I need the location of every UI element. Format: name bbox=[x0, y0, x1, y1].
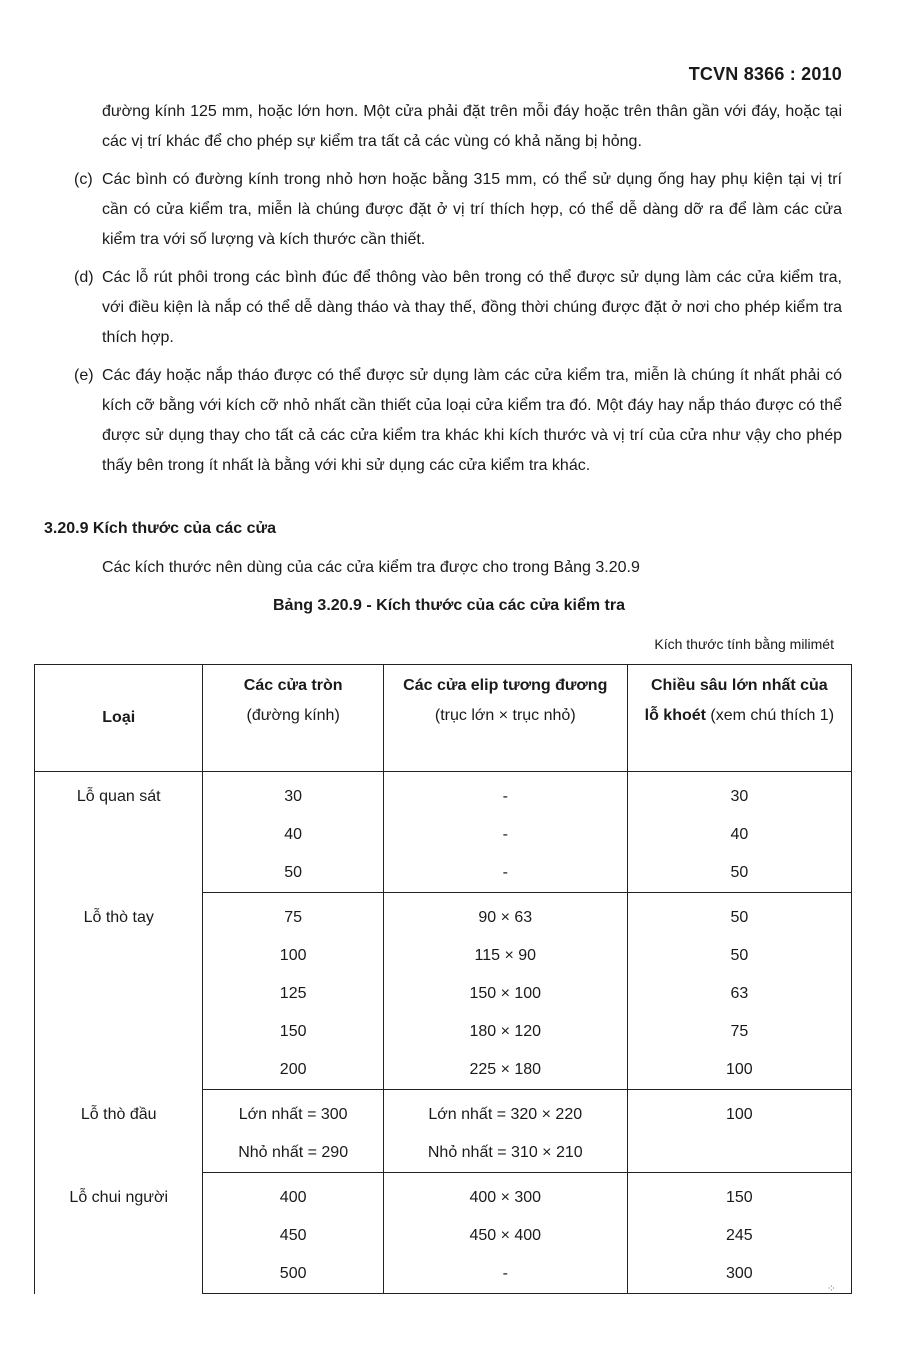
dimensions-table bbox=[34, 664, 852, 1294]
list-item-label: (c) bbox=[74, 171, 93, 188]
ellipse-size-cell: Nhỏ nhất = 310 × 210 bbox=[383, 1134, 627, 1173]
type-cell: Lỗ thò tay bbox=[35, 893, 203, 1090]
ellipse-size-cell: 225 × 180 bbox=[383, 1051, 627, 1090]
list-item-label: (e) bbox=[74, 367, 94, 384]
header-round-sub: (đường kính) bbox=[246, 707, 340, 724]
max-depth-cell: 150 bbox=[627, 1173, 851, 1218]
round-diameter-cell: 125 bbox=[203, 975, 383, 1013]
ellipse-size-cell: Lớn nhất = 320 × 220 bbox=[383, 1090, 627, 1135]
list-item-label: (d) bbox=[74, 269, 94, 286]
header-ellipse-title: Các cửa elip tương đương bbox=[403, 677, 608, 694]
max-depth-cell: 30 bbox=[627, 772, 851, 817]
table-row bbox=[35, 1090, 852, 1135]
list-item-d bbox=[74, 263, 842, 353]
header-depth-title-2: lỗ khoét bbox=[644, 707, 706, 724]
round-diameter-cell: 150 bbox=[203, 1013, 383, 1051]
max-depth-cell: 50 bbox=[627, 854, 851, 893]
header-type: Loại bbox=[35, 665, 203, 772]
max-depth-cell: 40 bbox=[627, 816, 851, 854]
round-diameter-cell: 50 bbox=[203, 854, 383, 893]
ellipse-size-cell: - bbox=[383, 816, 627, 854]
round-diameter-cell: 500 bbox=[203, 1255, 383, 1294]
standard-code: TCVN 8366 : 2010 bbox=[688, 64, 842, 84]
table-row bbox=[35, 772, 852, 817]
header-depth bbox=[627, 665, 851, 772]
ellipse-size-cell: - bbox=[383, 854, 627, 893]
ellipse-size-cell: - bbox=[383, 772, 627, 817]
ellipse-size-cell: 115 × 90 bbox=[383, 937, 627, 975]
table-header-row bbox=[35, 665, 852, 772]
table-body bbox=[35, 772, 852, 1294]
round-diameter-cell: 75 bbox=[203, 893, 383, 938]
max-depth-cell: 300 bbox=[627, 1255, 851, 1294]
header-round-title: Các cửa tròn bbox=[243, 677, 343, 694]
max-depth-cell: 63 bbox=[627, 975, 851, 1013]
max-depth-cell bbox=[627, 1134, 851, 1173]
section-text: Các kích thước nên dùng của các cửa kiểm tra được cho trong Bảng 3.20.9 bbox=[102, 559, 640, 576]
list-item-c bbox=[74, 165, 842, 255]
type-cell: Lỗ chui người bbox=[35, 1173, 203, 1294]
list-item-text: Các đáy hoặc nắp tháo được có thể được sử dụng làm các cửa kiểm tra, miễn là chúng ít nhất phải có kích cỡ bằng với kích cỡ nhỏ nhất cần thiết của loại cửa kiểm tra đó. Một đáy hay nắp tháo được có thể được sử dụng thay cho tất cả các cửa kiểm tra khác khi kích thước và vị trí của cửa như vậy cho phép thấy bên trong ít nhất là bằng với khi sử dụng các cửa kiểm tra khác. bbox=[102, 367, 842, 474]
header-ellipse-sub: (trục lớn × trục nhỏ) bbox=[434, 707, 576, 724]
table-row bbox=[35, 893, 852, 938]
round-diameter-cell: 200 bbox=[203, 1051, 383, 1090]
header-depth-sub: (xem chú thích 1) bbox=[705, 707, 835, 724]
round-diameter-cell: 400 bbox=[203, 1173, 383, 1218]
header-round bbox=[203, 665, 383, 772]
ellipse-size-cell: - bbox=[383, 1255, 627, 1294]
list-item-text: Các bình có đường kính trong nhỏ hơn hoặc bằng 315 mm, có thể sử dụng ống hay phụ kiện tại vị trí cần có cửa kiểm tra, miễn là chúng được đặt ở vị trí thích hợp, có thể dễ dàng dỡ ra để làm các cửa kiểm tra với số lượng và kích thước cần thiết. bbox=[102, 171, 842, 248]
ellipse-size-cell: 90 × 63 bbox=[383, 893, 627, 938]
ellipse-size-cell: 180 × 120 bbox=[383, 1013, 627, 1051]
ellipse-size-cell: 150 × 100 bbox=[383, 975, 627, 1013]
round-diameter-cell: 450 bbox=[203, 1217, 383, 1255]
round-diameter-cell: 40 bbox=[203, 816, 383, 854]
header-ellipse bbox=[383, 665, 627, 772]
table-row bbox=[35, 1173, 852, 1218]
table-unit-note: Kích thước tính bằng milimét bbox=[654, 636, 834, 652]
max-depth-cell: 50 bbox=[627, 937, 851, 975]
header-depth-title-1: Chiều sâu lớn nhất của bbox=[650, 677, 828, 694]
list-item-text: Các lỗ rút phôi trong các bình đúc để thông vào bên trong có thể được sử dụng làm các cửa kiểm tra, với điều kiện là nắp có thể dễ dàng tháo và thay thế, đồng thời chúng được đặt ở nơi cho phép kiểm tra thích hợp. bbox=[102, 269, 842, 346]
max-depth-cell: 100 bbox=[627, 1051, 851, 1090]
max-depth-cell: 50 bbox=[627, 893, 851, 938]
list-item-e bbox=[74, 361, 842, 481]
max-depth-cell: 75 bbox=[627, 1013, 851, 1051]
type-cell: Lỗ quan sát bbox=[35, 772, 203, 893]
round-diameter-cell: 30 bbox=[203, 772, 383, 817]
ellipse-size-cell: 400 × 300 bbox=[383, 1173, 627, 1218]
round-diameter-cell: Nhỏ nhất = 290 bbox=[203, 1134, 383, 1173]
scan-mark: ⁘ bbox=[826, 1283, 836, 1295]
round-diameter-cell: 100 bbox=[203, 937, 383, 975]
round-diameter-cell: Lớn nhất = 300 bbox=[203, 1090, 383, 1135]
ellipse-size-cell: 450 × 400 bbox=[383, 1217, 627, 1255]
type-cell: Lỗ thò đầu bbox=[35, 1090, 203, 1173]
section-heading: 3.20.9 Kích thước của các cửa bbox=[44, 520, 276, 537]
max-depth-cell: 100 bbox=[627, 1090, 851, 1135]
table-caption: Bảng 3.20.9 - Kích thước của các cửa kiểm tra bbox=[272, 597, 626, 614]
paragraph-continuation: đường kính 125 mm, hoặc lớn hơn. Một cửa phải đặt trên mỗi đáy hoặc trên thân gần với đáy, hoặc tại các vị trí khác để cho phép sự kiểm tra tất cả các vùng có khả năng bị hỏng. bbox=[102, 103, 842, 150]
max-depth-cell: 245 bbox=[627, 1217, 851, 1255]
